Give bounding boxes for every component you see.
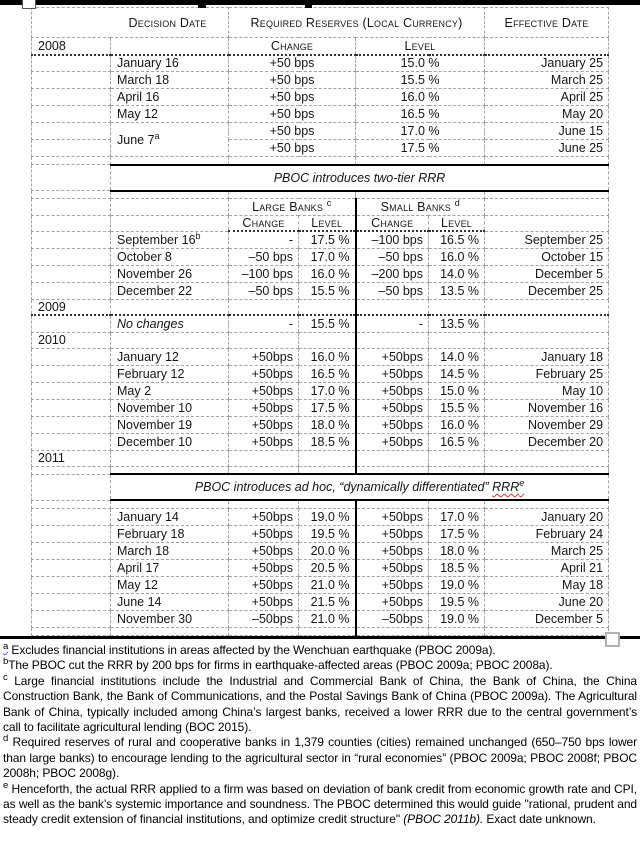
- footnotes-block: [3, 643, 637, 828]
- small-change-cell: +50bps: [356, 416, 429, 433]
- table-row: [32, 72, 609, 89]
- large-level-cell: 17.5 %: [299, 231, 356, 248]
- small-change-cell: +50bps: [356, 382, 429, 399]
- decision-date-cell: January 14: [111, 508, 229, 525]
- effective-date-cell: June 15: [485, 123, 609, 140]
- table-row: [32, 299, 609, 315]
- decision-date-cell: March 18: [111, 542, 229, 559]
- decision-date-cell: January 16: [111, 55, 229, 72]
- small-change-cell: +50bps: [356, 559, 429, 576]
- effective-date-cell: February 25: [485, 365, 609, 382]
- cropped-letter-descender: [198, 5, 206, 8]
- decision-date-cell: No changes: [111, 315, 229, 332]
- small-level-cell: 19.0 %: [429, 576, 485, 593]
- effective-date-cell: November 16: [485, 399, 609, 416]
- cropped-letter-descender: [305, 5, 312, 8]
- section-banner: PBOC introduces two-tier RRR: [111, 165, 609, 191]
- table-row: [32, 627, 609, 635]
- effective-date-cell: June 20: [485, 593, 609, 610]
- effective-date-cell: April 25: [485, 89, 609, 106]
- table-row: 2008 Change Level: [32, 38, 609, 55]
- small-level-cell: 15.5 %: [429, 399, 485, 416]
- table-row: [32, 559, 609, 576]
- footnote-a: $^a$ Excludes financial institutions in areas affected by the Wenchuan earthquake (PBOC 2009a).: [3, 641, 496, 657]
- decision-date-cell: April 17: [111, 559, 229, 576]
- small-level-cell: 19.5 %: [429, 593, 485, 610]
- footnote-e: $^e$ Henceforth, the actual RRR applied to a firm was based on deviation of bank credit from economic growth rate and CPI, as well as the bank’s systemic importance and soundness. The PBOC determined this would guide "rational, prudent and steady credit extension of financial institutions, and optimize credit structure" (PBOC 2011b). Exact date unknown.: [3, 779, 637, 827]
- decision-date-cell: November 19: [111, 416, 229, 433]
- change-cell: +50 bps: [229, 89, 356, 106]
- small-level-cell: 16.0 %: [429, 416, 485, 433]
- large-change-cell: +50bps: [229, 382, 299, 399]
- effective-date-cell: October 15: [485, 248, 609, 265]
- header-effective-date: Effective Date: [485, 8, 609, 38]
- table-row: [32, 466, 609, 474]
- small-change-cell: +50bps: [356, 576, 429, 593]
- year-cell: 2009: [32, 299, 111, 315]
- large-change-cell: +50bps: [229, 576, 299, 593]
- table-row: [32, 157, 609, 165]
- small-change-cell: +50bps: [356, 525, 429, 542]
- large-change-cell: –50bps: [229, 610, 299, 627]
- level-cell: 17.0 %: [356, 123, 485, 140]
- effective-date-cell: May 18: [485, 576, 609, 593]
- decision-date-cell: February 12: [111, 365, 229, 382]
- table-row: Change Level Change Level: [32, 216, 609, 232]
- large-level-cell: 19.5 %: [299, 525, 356, 542]
- table-row: [32, 382, 609, 399]
- effective-date-cell: January 25: [485, 55, 609, 72]
- small-change-cell: –100 bps: [356, 231, 429, 248]
- large-change-cell: +50bps: [229, 559, 299, 576]
- effective-date-cell: February 24: [485, 525, 609, 542]
- spellcheck-squiggle: RRR$^e$: [492, 477, 525, 494]
- table-row: [32, 576, 609, 593]
- large-change-cell: +50bps: [229, 348, 299, 365]
- decision-date-cell: May 12: [111, 576, 229, 593]
- effective-date-cell: May 20: [485, 106, 609, 123]
- decision-date-cell: December 22: [111, 282, 229, 299]
- decision-date-cell: November 10: [111, 399, 229, 416]
- table-row: [32, 433, 609, 450]
- table-row: [32, 282, 609, 299]
- small-change-cell: –200 bps: [356, 265, 429, 282]
- table-row: [32, 265, 609, 282]
- large-level-cell: 15.5 %: [299, 282, 356, 299]
- effective-date-cell: December 25: [485, 282, 609, 299]
- year-cell: 2010: [32, 332, 111, 348]
- small-level-cell: 16.5 %: [429, 433, 485, 450]
- large-change-cell: +50bps: [229, 593, 299, 610]
- decision-date-cell: November 30: [111, 610, 229, 627]
- change-cell: +50 bps: [229, 106, 356, 123]
- decision-date-cell: June 14: [111, 593, 229, 610]
- table-row: [32, 332, 609, 348]
- small-change-cell: +50bps: [356, 433, 429, 450]
- table-row: [32, 610, 609, 627]
- decision-date-cell: March 18: [111, 72, 229, 89]
- table-bottom-rule: [0, 636, 640, 639]
- table-row: [32, 89, 609, 106]
- table-row: [32, 525, 609, 542]
- table-row: [32, 199, 609, 216]
- table-row: [32, 474, 609, 500]
- footnote-d: $^d$ Required reserves of rural and cooperative banks in 1,379 counties (cities) remained unchanged (650–750 bps lower than large banks) to encourage lending to the agricultural sector in “rural economies” (PBOC 2009a; PBOC 2008f; PBOC 2008h; PBOC 2008g).: [3, 733, 637, 781]
- change-cell: +50 bps: [229, 123, 356, 140]
- level-cell: 16.5 %: [356, 106, 485, 123]
- level-cell: 17.5 %: [356, 140, 485, 157]
- decision-date-cell: May 2: [111, 382, 229, 399]
- table-row: [32, 508, 609, 525]
- small-level-cell: 13.5 %: [429, 315, 485, 332]
- large-change-cell: +50bps: [229, 525, 299, 542]
- large-level-cell: 16.5 %: [299, 365, 356, 382]
- large-level-cell: 20.5 %: [299, 559, 356, 576]
- table-row: [32, 348, 609, 365]
- small-level-cell: 16.0 %: [429, 248, 485, 265]
- table-row: [32, 542, 609, 559]
- change-cell: +50 bps: [229, 140, 356, 157]
- effective-date-cell: March 25: [485, 72, 609, 89]
- decision-date-cell: January 12: [111, 348, 229, 365]
- table-row: [32, 450, 609, 466]
- effective-date-cell: [485, 315, 609, 332]
- decision-date-cell: May 12: [111, 106, 229, 123]
- effective-date-cell: March 25: [485, 542, 609, 559]
- large-change-cell: +50bps: [229, 433, 299, 450]
- large-change-cell: –50 bps: [229, 248, 299, 265]
- decision-date-cell: October 8: [111, 248, 229, 265]
- large-level-cell: 17.5 %: [299, 399, 356, 416]
- large-level-cell: 20.0 %: [299, 542, 356, 559]
- large-level-cell: 18.5 %: [299, 433, 356, 450]
- large-level-cell: 15.5 %: [299, 315, 356, 332]
- effective-date-cell: December 5: [485, 610, 609, 627]
- small-level-cell: 18.5 %: [429, 559, 485, 576]
- effective-date-cell: January 18: [485, 348, 609, 365]
- large-level-cell: 21.0 %: [299, 576, 356, 593]
- decision-date-cell: April 16: [111, 89, 229, 106]
- header-required-reserves: Required Reserves (Local Currency): [229, 8, 485, 38]
- effective-date-cell: April 21: [485, 559, 609, 576]
- small-change-cell: +50bps: [356, 365, 429, 382]
- small-level-cell: 14.0 %: [429, 265, 485, 282]
- large-level-cell: 18.0 %: [299, 416, 356, 433]
- table-row: [32, 123, 609, 140]
- rrr-table: [31, 7, 609, 636]
- table-resize-handle[interactable]: [605, 632, 620, 647]
- effective-date-cell: June 25: [485, 140, 609, 157]
- table-header-row: [32, 8, 609, 38]
- large-change-cell: +50bps: [229, 542, 299, 559]
- large-change-cell: +50bps: [229, 399, 299, 416]
- small-change-cell: +50bps: [356, 508, 429, 525]
- small-change-cell: –50bps: [356, 610, 429, 627]
- effective-date-cell: May 10: [485, 382, 609, 399]
- large-change-cell: +50bps: [229, 416, 299, 433]
- level-cell: 15.0 %: [356, 55, 485, 72]
- table-row: [32, 248, 609, 265]
- small-level-cell: 14.5 %: [429, 365, 485, 382]
- large-change-cell: –100 bps: [229, 265, 299, 282]
- effective-date-cell: December 5: [485, 265, 609, 282]
- large-level-cell: 16.0 %: [299, 265, 356, 282]
- small-change-cell: –50 bps: [356, 248, 429, 265]
- small-level-cell: 16.5 %: [429, 231, 485, 248]
- large-level-cell: 17.0 %: [299, 248, 356, 265]
- table-row: [32, 315, 609, 332]
- large-level-cell: 16.0 %: [299, 348, 356, 365]
- header-decision-date: Decision Date: [32, 8, 229, 38]
- year-cell: 2008: [32, 38, 111, 55]
- small-change-cell: –50 bps: [356, 282, 429, 299]
- decision-date-cell: September 16$^b$: [111, 231, 229, 248]
- table-row: [32, 165, 609, 191]
- small-level-cell: 17.5 %: [429, 525, 485, 542]
- large-level-cell: 19.0 %: [299, 508, 356, 525]
- decision-date-cell: November 26: [111, 265, 229, 282]
- large-change-cell: –50 bps: [229, 282, 299, 299]
- change-cell: +50 bps: [229, 72, 356, 89]
- small-banks-header: Small Banks $^d$: [356, 199, 485, 216]
- small-level-cell: 13.5 %: [429, 282, 485, 299]
- large-level-cell: 21.0 %: [299, 610, 356, 627]
- table-row: [32, 416, 609, 433]
- large-level-cell: 21.5 %: [299, 593, 356, 610]
- table-row: [32, 500, 609, 508]
- section-banner: PBOC introduces ad hoc, “dynamically differentiated” RRR$^e$: [111, 474, 609, 500]
- small-change-cell: +50bps: [356, 593, 429, 610]
- small-level-cell: 17.0 %: [429, 508, 485, 525]
- table-row: [32, 191, 609, 199]
- decision-date-cell: June 7$^a$: [111, 123, 229, 157]
- cropped-title-notch: [22, 0, 36, 9]
- change-cell: +50 bps: [229, 55, 356, 72]
- small-level-cell: 14.0 %: [429, 348, 485, 365]
- small-change-cell: +50bps: [356, 348, 429, 365]
- table-row: [32, 106, 609, 123]
- large-banks-header: Large Banks $^c$: [229, 199, 356, 216]
- effective-date-cell: January 20: [485, 508, 609, 525]
- small-level-cell: 15.0 %: [429, 382, 485, 399]
- decision-date-cell: February 18: [111, 525, 229, 542]
- large-change-cell: +50bps: [229, 365, 299, 382]
- table-row: [32, 231, 609, 248]
- effective-date-cell: November 29: [485, 416, 609, 433]
- large-change-cell: -: [229, 231, 299, 248]
- level-cell: 15.5 %: [356, 72, 485, 89]
- large-change-cell: +50bps: [229, 508, 299, 525]
- small-level-cell: 19.0 %: [429, 610, 485, 627]
- level-cell: 16.0 %: [356, 89, 485, 106]
- small-change-cell: -: [356, 315, 429, 332]
- effective-date-cell: September 25: [485, 231, 609, 248]
- effective-date-cell: December 20: [485, 433, 609, 450]
- table-row: [32, 55, 609, 72]
- table-row: [32, 593, 609, 610]
- small-change-cell: +50bps: [356, 399, 429, 416]
- large-change-cell: -: [229, 315, 299, 332]
- large-level-cell: 17.0 %: [299, 382, 356, 399]
- small-change-cell: +50bps: [356, 542, 429, 559]
- footnote-b: $^b$The PBOC cut the RRR by 200 bps for firms in earthquake-affected areas (PBOC 2009a; PBOC 2008a).: [3, 656, 553, 673]
- footnote-c: $^c$ Large financial institutions include the Industrial and Commercial Bank of China, the Bank of China, the China Construction Bank, the Bank of Communications, and the Postal Savings Bank of China (PBOC 2009a). The Agricultural Bank of China, typically included among China’s largest banks, received a lower RRR due to the central government’s call to facilitate agricultural lending (BOC 2015).: [3, 671, 638, 735]
- table-row: [32, 365, 609, 382]
- year-cell: 2011: [32, 450, 111, 466]
- small-level-cell: 18.0 %: [429, 542, 485, 559]
- cropped-title-bar: [0, 0, 640, 5]
- decision-date-cell: December 10: [111, 433, 229, 450]
- table-row: [32, 399, 609, 416]
